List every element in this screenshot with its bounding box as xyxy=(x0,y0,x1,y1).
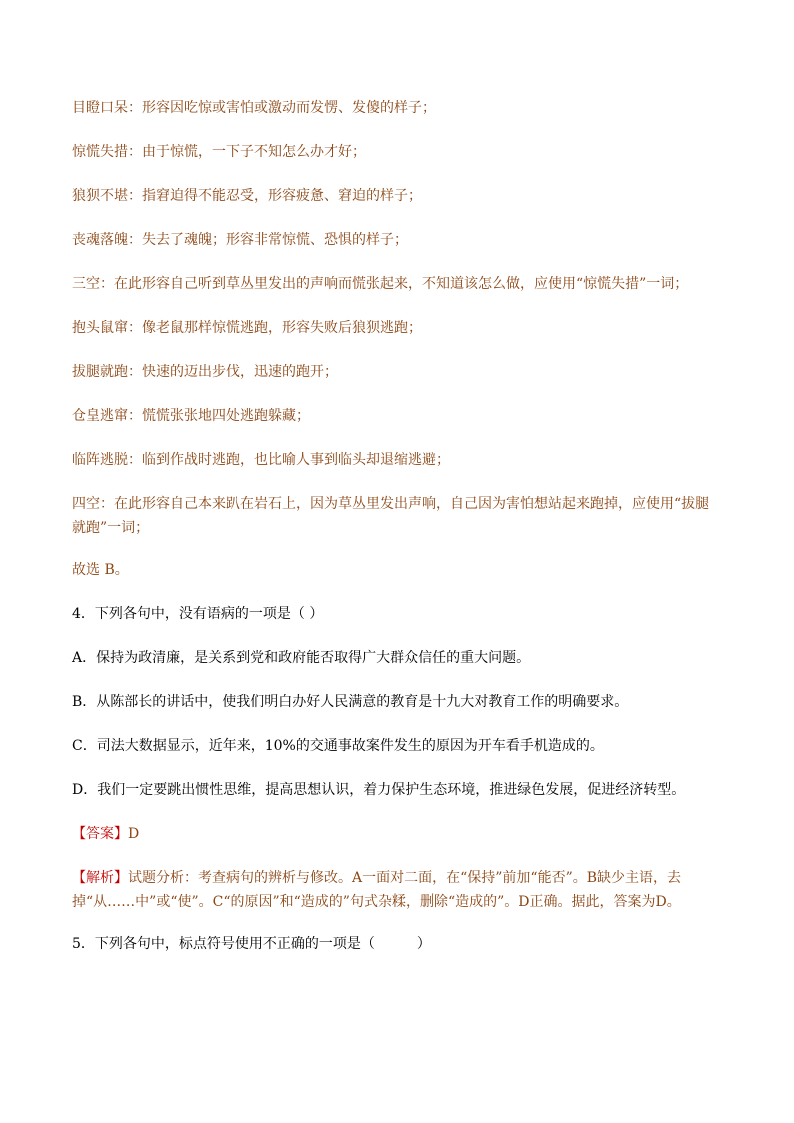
question-4-option-d: D．我们一定要跳出惯性思维，提高思想认识，着力保护生态环境，推进绿色发展，促进经济转型。 xyxy=(72,782,686,798)
answer-value: D xyxy=(128,826,140,842)
explanation-line-8: 仓皇逃窜：慌慌张张地四处逃跑躲藏； xyxy=(72,408,310,424)
explanation-line-3: 狼狈不堪：指窘迫得不能忍受，形容疲惫、窘迫的样子； xyxy=(72,188,422,204)
analysis-line xyxy=(72,866,722,914)
explanation-line-7: 拔腿就跑：快速的迈出步伐，迅速的跑开； xyxy=(72,364,338,380)
analysis-label: 【解析】 xyxy=(72,870,128,886)
explanation-line-2: 惊慌失措：由于惊慌，一下子不知怎么办才好； xyxy=(72,144,366,160)
answer-label: 【答案】 xyxy=(72,826,128,842)
question-4-option-a: A．保持为政清廉，是关系到党和政府能否取得广大群众信任的重大问题。 xyxy=(72,650,531,666)
explanation-line-5: 三空：在此形容自己听到草丛里发出的声响而慌张起来，不知道该怎么做，应使用“惊慌失措”一词； xyxy=(72,276,689,292)
explanation-line-10: 四空：在此形容自己本来趴在岩石上，因为草丛里发出声响，自己因为害怕想站起来跑掉，应使用“拔腿就跑”一词； xyxy=(72,496,710,536)
explanation-line-4: 丧魂落魄：失去了魂魄；形容非常惊慌、恐惧的样子； xyxy=(72,232,408,248)
explanation-line-6: 抱头鼠窜：像老鼠那样惊慌逃跑，形容失败后狼狈逃跑； xyxy=(72,320,422,336)
analysis-text: 试题分析：考查病句的辨析与修改。A一面对二面，在“保持”前加“能否”。B缺少主语，去掉“从……中”或“使”。C“的原因”和“造成的”句式杂糅，删除“造成的”。D正确。据此，答案为D。 xyxy=(72,870,682,910)
document-page xyxy=(72,96,722,976)
question-5-stem: 5．下列各句中，标点符号使用不正确的一项是（ ） xyxy=(72,936,431,952)
question-4-stem: 4．下列各句中，没有语病的一项是（ ） xyxy=(72,606,324,622)
question-4-option-b: B．从陈部长的讲话中，使我们明白办好人民满意的教育是十九大对教育工作的明确要求。 xyxy=(72,694,629,710)
explanation-line-9: 临阵逃脱：临到作战时逃跑，也比喻人事到临头却退缩逃避； xyxy=(72,452,450,468)
answer-line xyxy=(72,822,722,846)
explanation-line-1: 目瞪口呆：形容因吃惊或害怕或激动而发愣、发傻的样子； xyxy=(72,100,436,116)
question-4-option-c: C．司法大数据显示，近年来，10%的交通事故案件发生的原因为开车看手机造成的。 xyxy=(72,738,604,754)
conclusion: 故选 B。 xyxy=(72,562,129,578)
